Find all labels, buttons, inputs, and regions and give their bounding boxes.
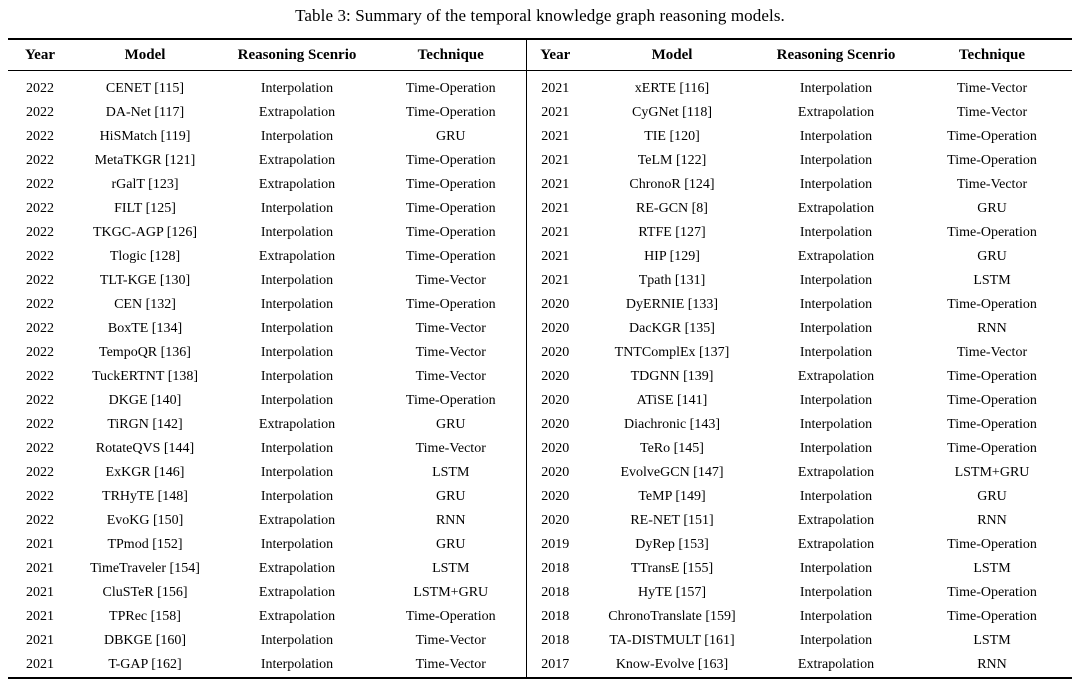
technique-cell: Time-Operation (947, 129, 1037, 144)
scenario-cell: Interpolation (260, 537, 334, 552)
scenario-cell: Extrapolation (797, 369, 875, 384)
year-cell: 2020 (526, 293, 584, 317)
table-row (8, 437, 1072, 461)
technique-cell: Time-Operation (947, 225, 1037, 240)
year-cell: 2018 (526, 629, 584, 653)
year-cell: 2021 (526, 245, 584, 269)
technique-cell: GRU (435, 129, 466, 144)
scenario-cell: Extrapolation (258, 153, 336, 168)
scenario-cell: Interpolation (799, 417, 873, 432)
table-row (8, 485, 1072, 509)
year-cell: 2020 (526, 485, 584, 509)
year-cell: 2020 (526, 365, 584, 389)
table-row (8, 245, 1072, 269)
model-cell: DA-Net [117] (105, 105, 185, 120)
scenario-cell: Extrapolation (797, 513, 875, 528)
table-row (8, 197, 1072, 221)
technique-cell: Time-Operation (405, 105, 496, 120)
model-cell: BoxTE [134] (107, 321, 183, 336)
model-cell: T-GAP [162] (108, 657, 182, 672)
year-cell: 2022 (26, 441, 54, 456)
table-row (8, 557, 1072, 581)
scenario-cell: Interpolation (799, 321, 873, 336)
scenario-cell: Extrapolation (258, 513, 336, 528)
year-cell: 2021 (26, 585, 54, 600)
scenario-cell: Extrapolation (258, 249, 336, 264)
technique-cell: Time-Vector (415, 441, 486, 456)
technique-cell: LSTM+GRU (413, 585, 489, 600)
technique-cell: LSTM (973, 561, 1011, 576)
technique-cell: Time-Operation (405, 81, 496, 96)
year-cell: 2022 (26, 297, 54, 312)
year-cell: 2021 (526, 101, 584, 125)
table-row (8, 125, 1072, 149)
scenario-cell: Interpolation (799, 345, 873, 360)
scenario-cell: Extrapolation (797, 465, 875, 480)
technique-cell: Time-Operation (405, 225, 496, 240)
year-cell: 2021 (526, 71, 584, 102)
model-cell: CENET [115] (105, 81, 185, 96)
table-row (8, 653, 1072, 678)
model-cell: rGalT [123] (111, 177, 179, 192)
model-cell: TeRo [145] (640, 441, 704, 456)
year-cell: 2022 (26, 249, 54, 264)
technique-cell: RNN (977, 513, 1007, 528)
scenario-cell: Interpolation (260, 321, 334, 336)
scenario-cell: Interpolation (260, 657, 334, 672)
year-cell: 2022 (26, 201, 54, 216)
model-cell: TiRGN [142] (107, 417, 183, 432)
scenario-cell: Interpolation (799, 129, 873, 144)
model-cell: DyRep [153] (635, 537, 709, 552)
year-cell: 2021 (526, 149, 584, 173)
scenario-cell: Interpolation (260, 489, 334, 504)
technique-cell: Time-Operation (947, 537, 1037, 552)
technique-cell: Time-Vector (415, 369, 486, 384)
model-cell: DKGE [140] (108, 393, 182, 408)
model-cell: ChronoTranslate [159] (608, 609, 736, 624)
table-row (8, 605, 1072, 629)
year-column-header: Year (526, 39, 584, 71)
model-cell: EvolveGCN [147] (620, 465, 724, 480)
header-row (8, 39, 1072, 71)
year-cell: 2020 (526, 461, 584, 485)
technique-cell: Time-Vector (415, 633, 486, 648)
technique-cell: Time-Vector (415, 657, 486, 672)
technique-column-header: Technique (376, 39, 526, 71)
technique-cell: Time-Operation (947, 153, 1037, 168)
technique-cell: GRU (977, 201, 1007, 216)
technique-cell: LSTM (973, 633, 1011, 648)
scenario-cell: Interpolation (799, 489, 873, 504)
technique-cell: Time-Operation (947, 393, 1037, 408)
model-cell: TIE [120] (644, 129, 700, 144)
year-cell: 2020 (526, 413, 584, 437)
year-cell: 2022 (26, 177, 54, 192)
scenario-cell: Interpolation (799, 273, 873, 288)
model-cell: TDGNN [139] (630, 369, 714, 384)
model-cell: RotateQVS [144] (95, 441, 195, 456)
model-cell: DacKGR [135] (629, 321, 715, 336)
year-cell: 2022 (26, 513, 54, 528)
year-cell: 2022 (26, 153, 54, 168)
year-cell: 2022 (26, 81, 54, 96)
year-cell: 2021 (26, 609, 54, 624)
technique-cell: Time-Vector (956, 177, 1028, 192)
model-cell: TeMP [149] (638, 489, 706, 504)
table-row (8, 173, 1072, 197)
technique-cell: GRU (435, 537, 466, 552)
table-row (8, 413, 1072, 437)
year-cell: 2020 (526, 317, 584, 341)
table-row (8, 509, 1072, 533)
scenario-cell: Extrapolation (797, 537, 875, 552)
technique-cell: LSTM (432, 561, 470, 576)
table-row (8, 149, 1072, 173)
scenario-cell: Extrapolation (797, 657, 875, 672)
technique-cell: Time-Vector (415, 345, 486, 360)
scenario-cell: Extrapolation (258, 561, 336, 576)
model-column-header: Model (584, 39, 760, 71)
model-cell: CluSTeR [156] (102, 585, 188, 600)
model-cell: RE-GCN [8] (636, 201, 708, 216)
model-cell: EvoKG [150] (106, 513, 184, 528)
table-body (8, 71, 1072, 679)
model-cell: RTFE [127] (638, 225, 706, 240)
model-cell: ExKGR [146] (105, 465, 185, 480)
year-cell: 2021 (526, 125, 584, 149)
technique-cell: Time-Operation (405, 153, 496, 168)
year-cell: 2020 (526, 437, 584, 461)
year-cell: 2022 (26, 225, 54, 240)
table-row (8, 533, 1072, 557)
year-cell: 2022 (26, 345, 54, 360)
year-cell: 2022 (26, 273, 54, 288)
scenario-cell: Interpolation (260, 393, 334, 408)
technique-cell: GRU (977, 489, 1007, 504)
technique-cell: Time-Operation (405, 177, 496, 192)
year-cell: 2022 (26, 417, 54, 432)
model-cell: TRHyTE [148] (102, 489, 188, 504)
technique-cell: RNN (977, 321, 1007, 336)
year-cell: 2020 (526, 389, 584, 413)
model-cell: TPmod [152] (107, 537, 183, 552)
table-row (8, 101, 1072, 125)
scenario-cell: Interpolation (260, 129, 334, 144)
technique-cell: GRU (435, 417, 466, 432)
technique-cell: Time-Operation (947, 297, 1037, 312)
table-header (8, 39, 1072, 71)
model-cell: xERTE [116] (634, 81, 710, 96)
technique-cell: Time-Operation (405, 201, 496, 216)
technique-cell: Time-Operation (405, 297, 496, 312)
table-row (8, 269, 1072, 293)
table-row (8, 461, 1072, 485)
year-cell: 2018 (526, 557, 584, 581)
scenario-cell: Interpolation (799, 225, 873, 240)
model-cell: DyERNIE [133] (625, 297, 719, 312)
scenario-cell: Extrapolation (258, 105, 336, 120)
technique-cell: GRU (977, 249, 1007, 264)
model-cell: ChronoR [124] (629, 177, 715, 192)
scenario-cell: Interpolation (799, 81, 873, 96)
model-cell: TA-DISTMULT [161] (609, 633, 735, 648)
year-cell: 2021 (526, 173, 584, 197)
scenario-cell: Extrapolation (258, 177, 336, 192)
scenario-cell: Interpolation (799, 585, 873, 600)
scenario-cell: Interpolation (260, 633, 334, 648)
technique-cell: Time-Vector (956, 105, 1028, 120)
table-caption: Table 3: Summary of the temporal knowledge graph reasoning models. (295, 6, 785, 25)
technique-cell: Time-Operation (405, 249, 496, 264)
technique-cell: Time-Operation (947, 609, 1037, 624)
scenario-cell: Interpolation (260, 201, 334, 216)
model-cell: TNTComplEx [137] (614, 345, 730, 360)
model-cell: HyTE [157] (637, 585, 707, 600)
scenario-cell: Interpolation (799, 177, 873, 192)
model-cell: Diachronic [143] (623, 417, 721, 432)
year-cell: 2022 (26, 321, 54, 336)
year-cell: 2021 (526, 197, 584, 221)
scenario-cell: Extrapolation (258, 609, 336, 624)
year-cell: 2022 (26, 393, 54, 408)
model-cell: CEN [132] (114, 297, 176, 312)
year-cell: 2017 (526, 653, 584, 678)
year-cell: 2022 (26, 465, 54, 480)
table-row (8, 581, 1072, 605)
scenario-cell: Interpolation (260, 297, 334, 312)
scenario-cell: Interpolation (799, 297, 873, 312)
year-cell: 2021 (26, 537, 54, 552)
model-cell: RE-NET [151] (630, 513, 714, 528)
year-cell: 2018 (526, 581, 584, 605)
model-cell: TPRec [158] (109, 609, 181, 624)
scenario-cell: Interpolation (260, 81, 334, 96)
technique-cell: GRU (435, 489, 466, 504)
year-column-header: Year (8, 39, 72, 71)
model-cell: HiSMatch [119] (99, 129, 191, 144)
model-cell: Tpath [131] (638, 273, 706, 288)
year-cell: 2019 (526, 533, 584, 557)
model-cell: Know-Evolve [163] (615, 657, 729, 672)
model-cell: TKGC-AGP [126] (92, 225, 198, 240)
year-cell: 2021 (26, 657, 54, 672)
scenario-cell: Extrapolation (797, 105, 875, 120)
table-row (8, 317, 1072, 341)
year-cell: 2022 (26, 489, 54, 504)
technique-cell: LSTM (432, 465, 470, 480)
scenario-cell: Interpolation (260, 345, 334, 360)
year-cell: 2021 (26, 561, 54, 576)
model-cell: TeLM [122] (637, 153, 707, 168)
model-cell: HIP [129] (644, 249, 700, 264)
table-row (8, 389, 1072, 413)
model-cell: Tlogic [128] (109, 249, 181, 264)
table-row (8, 341, 1072, 365)
technique-cell: Time-Operation (947, 369, 1037, 384)
scenario-cell: Interpolation (260, 225, 334, 240)
scenario-cell: Interpolation (260, 465, 334, 480)
technique-cell: LSTM (973, 273, 1011, 288)
scenario-cell: Interpolation (799, 561, 873, 576)
technique-cell: Time-Operation (947, 417, 1037, 432)
model-cell: TuckERTNT [138] (91, 369, 199, 384)
model-cell: MetaTKGR [121] (94, 153, 196, 168)
model-column-header: Model (72, 39, 218, 71)
year-cell: 2020 (526, 341, 584, 365)
technique-cell: RNN (977, 657, 1007, 672)
scenario-column-header: Reasoning Scenrio (760, 39, 912, 71)
technique-cell: RNN (435, 513, 466, 528)
technique-cell: Time-Vector (415, 321, 486, 336)
technique-cell: Time-Vector (415, 273, 486, 288)
scenario-cell: Extrapolation (258, 417, 336, 432)
model-cell: CyGNet [118] (632, 105, 712, 120)
scenario-cell: Extrapolation (797, 249, 875, 264)
scenario-cell: Interpolation (260, 369, 334, 384)
year-cell: 2021 (526, 221, 584, 245)
technique-cell: Time-Operation (947, 441, 1037, 456)
year-cell: 2022 (26, 129, 54, 144)
table-row (8, 365, 1072, 389)
table-row (8, 629, 1072, 653)
model-cell: DBKGE [160] (103, 633, 187, 648)
year-cell: 2020 (526, 509, 584, 533)
scenario-cell: Interpolation (799, 153, 873, 168)
model-cell: TLT-KGE [130] (99, 273, 191, 288)
table-row (8, 71, 1072, 102)
technique-column-header: Technique (912, 39, 1072, 71)
model-cell: TempoQR [136] (99, 345, 191, 360)
model-cell: ATiSE [141] (636, 393, 708, 408)
scenario-cell: Interpolation (799, 633, 873, 648)
year-cell: 2022 (26, 105, 54, 120)
year-cell: 2021 (526, 269, 584, 293)
year-cell: 2022 (26, 369, 54, 384)
model-cell: TTransE [155] (630, 561, 714, 576)
scenario-cell: Interpolation (799, 441, 873, 456)
tkg-models-table (8, 38, 1072, 679)
scenario-cell: Interpolation (260, 441, 334, 456)
scenario-cell: Interpolation (799, 393, 873, 408)
technique-cell: Time-Vector (956, 81, 1028, 96)
scenario-cell: Extrapolation (258, 585, 336, 600)
model-cell: FILT [125] (114, 201, 176, 216)
technique-cell: Time-Operation (405, 609, 496, 624)
scenario-cell: Interpolation (260, 273, 334, 288)
scenario-column-header: Reasoning Scenrio (218, 39, 376, 71)
technique-cell: Time-Operation (405, 393, 496, 408)
year-cell: 2021 (26, 633, 54, 648)
technique-cell: Time-Vector (956, 345, 1028, 360)
scenario-cell: Extrapolation (797, 201, 875, 216)
table-row (8, 293, 1072, 317)
table-row (8, 221, 1072, 245)
year-cell: 2018 (526, 605, 584, 629)
technique-cell: Time-Operation (947, 585, 1037, 600)
scenario-cell: Interpolation (799, 609, 873, 624)
technique-cell: LSTM+GRU (954, 465, 1030, 480)
model-cell: TimeTraveler [154] (90, 561, 200, 576)
